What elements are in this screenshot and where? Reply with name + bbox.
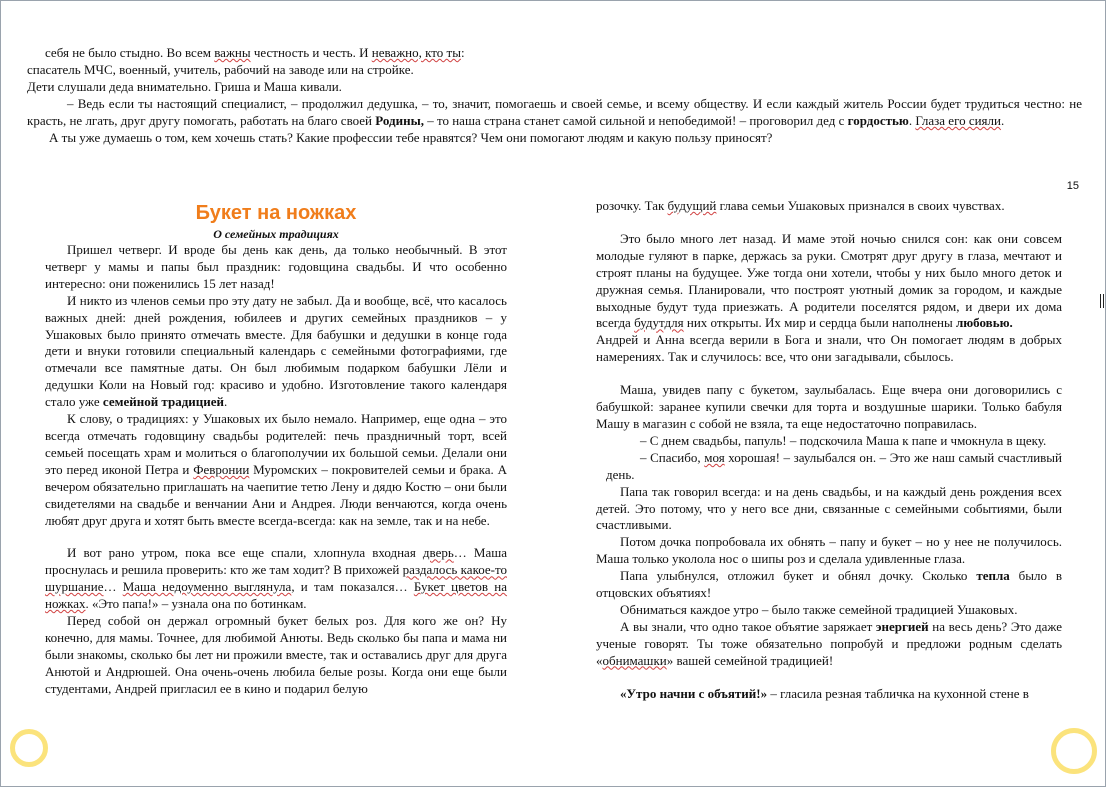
paragraph: Пришел четверг. И вроде бы день как день, да только необычный. В этот четверг у мамы и папы был праздник: годовщина свадьбы. И что особенно интересно: они поженились 15 лет назад! (45, 242, 507, 291)
paragraph (45, 293, 507, 411)
text-cursor-icon (1100, 294, 1104, 308)
bold-text: энергией (875, 618, 929, 634)
paragraph (596, 568, 1062, 602)
spelling-flag: будутдля (634, 315, 684, 331)
text-run: . (1000, 113, 1005, 128)
text-run: – Спасибо, (640, 449, 705, 465)
paragraph-gap (596, 366, 1062, 382)
paragraph: Перед собой он держал огромный букет белых роз. Для кого же он? Ну конечно, для мамы. Точнее, для любимой Анюты. Ведь сколько бы папа и мама ни были знакомы, сколько бы лет ни прожили вместе, так и оставались друг для друга Анютой и Андрюшей. Она очень-очень любила белые розы. Когда они еще были студентами, Андрей пригласил ее в кино и подарил белую (45, 613, 507, 696)
story-title: Букет на ножках (195, 202, 357, 224)
paragraph (596, 686, 1062, 703)
bold-text: Родины, (375, 113, 424, 128)
paragraph (596, 619, 1062, 670)
spelling-flag: важны (214, 45, 251, 60)
text-run: И никто из членов семьи про эту дату не забыл. Да и вообще, всё, что касалось важных дней: дней рождения, юбилеев и других семейных праздников – у Ушаковых было принято отмечать вместе. Для бабушки и дедушки в конце года дети и внуки готовили специальный календарь с семейными фотографиями, где отмечали все памятные даты. Он был любимым подарком бабушки Лёли и дедушки Коли на Новый год: красиво и удобно. Изготовление такого календаря стало уже (45, 292, 507, 410)
bold-text: гордостью (847, 113, 909, 128)
text-run: – то наша страна станет самой сильной и непобедимой! – проговорил дед с (423, 113, 848, 128)
text-run: . (908, 113, 916, 128)
text-run: … Маша проснулась и решила проверить: кто же там ходит? В прихожей (45, 545, 507, 578)
paragraph: Обниматься каждое утро – было также семейной традицией Ушаковых. (620, 601, 1018, 617)
text-run: » вашей семейной традицией! (666, 652, 834, 668)
text-run: К слову, о традициях: у Ушаковых их было немало. Например, еще одна – это всегда отмечать годовщину свадьбы родителей: печь праздничный торт, всей семьей посещать храм и молиться о благополучии их большой семьи. Делали они это перед иконой Петра и (45, 411, 507, 477)
text-run: них открыты. Их мир и сердца были наполнены (683, 315, 956, 331)
decorative-ring-icon (10, 729, 48, 767)
bold-text: «Утро начни с объятий!» (620, 685, 768, 701)
text-line: Дети слушали деда внимательно. Гриша и Маша кивали. (27, 79, 342, 94)
paragraph (596, 231, 1062, 332)
spelling-flag: Глаза его сияли (915, 113, 1001, 128)
paragraph: Папа так говорил всегда: и на день свадьбы, и на каждый день рождения всех детей. Это потому, что у него все дни, связанные с семейными событиями, были счастливыми. (596, 483, 1062, 533)
bold-text: любовью. (955, 315, 1013, 331)
paragraph: Маша, увидев папу с букетом, заулыбалась. Еще вчера они договорились с бабушкой: заранее купили свечки для торта и воздушные шарики. Только бабуля Машу в магазин с собой не взяла, та еще недостаточно поправилась. (596, 382, 1062, 431)
reader-question: А ты уже думаешь о том, кем хочешь стать? Какие профессии тебе нравятся? Чем они помогают людям и какую пользу приносят? (49, 130, 773, 145)
page-number: 15 (1066, 180, 1079, 192)
text-run: Муромских – покровителей семьи и брака. А вечером обязательно приглашать на чаепитие тетю Лену и дядю Костю – они были свидетелями на свадьбе и венчании Ани и Андрея. Люди венчаются, когда очень любят друг друга и хотят быть вместе всегда-всегда: как на земле, так и на небе. (45, 461, 507, 528)
previous-story-ending (27, 44, 1082, 146)
story-subtitle: О семейных традициях (213, 227, 339, 241)
text-run: , и там показался… (291, 579, 414, 595)
spelling-flag: Февронии (193, 461, 250, 477)
paragraph (45, 545, 507, 613)
text-run: – гласила резная табличка на кухонной стене в (767, 685, 1029, 701)
paragraph: Андрей и Анна всегда верили в Бога и знали, что Он помогает людям в добрых намерениях. Так и случилось: все, что они загадывали, сбылось. (596, 332, 1062, 365)
text-run: на весь день? Это даже ученые говорят. Ты тоже обязательно попробуй и предложи родным сделать « (596, 618, 1062, 668)
text-run: : (460, 45, 465, 60)
bold-text: тепла (976, 568, 1010, 584)
text-line: спасатель МЧС, военный, учитель, рабочий на заводе или на стройке. (27, 62, 414, 77)
spelling-flag: Букет цветов на ножках (45, 579, 508, 612)
grandfather-speech (27, 95, 1082, 129)
paragraph (596, 198, 1062, 215)
text-run: Папа улыбнулся, отложил букет и обнял дочку. Сколько (620, 568, 977, 584)
left-column (45, 200, 507, 698)
right-column (596, 198, 1062, 702)
paragraph-gap (596, 215, 1062, 231)
text-run: И вот рано утром, пока все еще спали, хлопнула входная (67, 545, 423, 561)
text-run: глава семьи Ушаковых признался в своих чувствах. (716, 198, 1005, 213)
dialogue-line: – С днем свадьбы, папуль! – подскочила Маша к папе и чмокнула в щеку. (640, 432, 1047, 448)
dialogue-line (596, 450, 1062, 484)
text-run: честность и честь. И (250, 45, 372, 60)
paragraph: Потом дочка попробовала их обнять – папу и букет – но у нее не получилось. Маша только уколола нос о шипы роз и сделала удивленные глаза. (596, 534, 1062, 567)
paragraph (45, 411, 507, 529)
decorative-ring-icon (1051, 728, 1097, 774)
bold-text: семейной традицией (102, 394, 225, 410)
text-line (27, 44, 1082, 61)
text-run: А вы знали, что одно такое объятие заряжает (620, 618, 876, 634)
text-run: себя не было стыдно. Во всем (45, 45, 215, 60)
text-run: Это было много лет назад. И маме этой ночью снился сон: как они совсем молодые гуляют в парке, держась за руки. Смотрят друг другу в глаза, мечтают и строят планы на будущее. Уже тогда они хотели, чтобы у них было много деток и дружная семья. Планировали, что построят уютный домик за городом, и каждые выходные будут туда приезжать. А родители поселятся рядом, и двери их дома всегда (596, 230, 1062, 331)
spelling-flag: раздалось какое-то шуршание (45, 562, 507, 595)
spelling-flag: будущий (667, 198, 717, 213)
text-run: розочку. Так (596, 198, 668, 213)
spelling-flag: неважно, кто ты (371, 45, 461, 60)
spelling-flag: дверь (422, 545, 454, 561)
spelling-flag: Маша недоуменно выглянула (122, 579, 292, 595)
text-run: . «Это папа!» – узнала она по ботинкам. (85, 596, 307, 612)
paragraph-gap (45, 529, 507, 545)
paragraph-gap (596, 670, 1062, 686)
text-run: было в отцовских объятиях! (596, 568, 1062, 601)
text-run: – Ведь если ты настоящий специалист, – продолжил дедушка, – то, значит, помогаешь и своей семье, и всему обществу. И если каждый житель России будет трудиться честно: не красть, не лгать, друг другу помогать, работать на благо своей (27, 96, 1082, 128)
text-run: хорошая! – заулыбался он. – Это же наш самый счастливый день. (606, 449, 1062, 482)
text-run: … (103, 579, 123, 595)
text-run: . (224, 394, 228, 410)
spelling-flag: моя (704, 449, 725, 465)
spelling-flag: обнимашки (602, 652, 667, 668)
